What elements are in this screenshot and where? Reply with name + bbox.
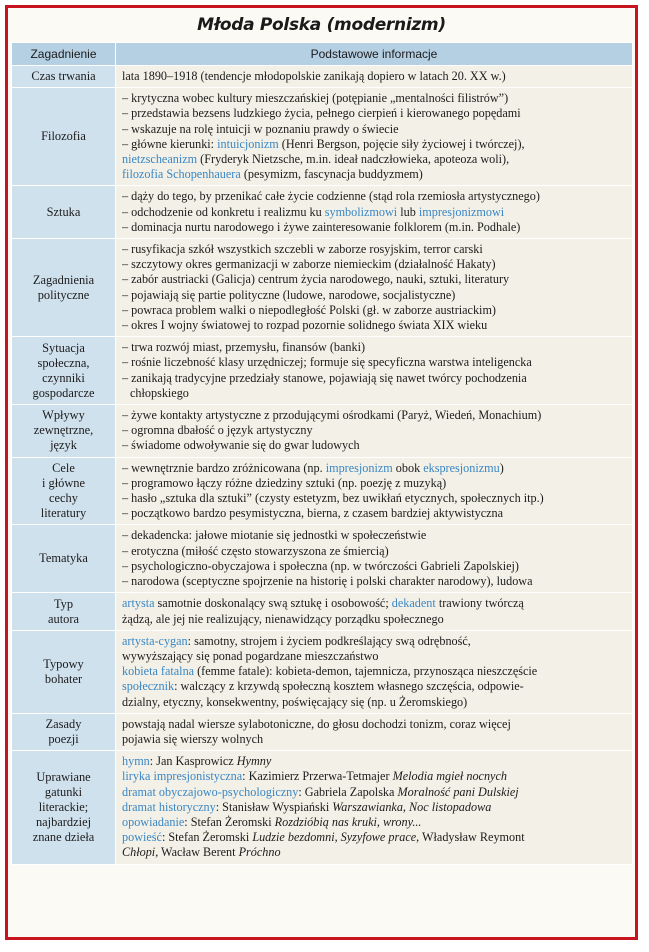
text-segment: )	[499, 460, 504, 475]
row-topic-line: język	[50, 438, 77, 453]
highlighted-term: symbolizmowi	[324, 204, 398, 219]
column-header-topic: Zagadnienie	[12, 43, 116, 66]
table-row	[12, 713, 633, 750]
content-line	[122, 491, 628, 506]
row-topic-line: cechy	[49, 491, 78, 506]
row-topic-line: najbardziej	[35, 814, 92, 829]
row-content	[116, 457, 633, 525]
text-segment: – odchodzenie od konkretu i realizmu ku	[122, 204, 325, 219]
row-topic-line: Zagadnienia	[32, 272, 95, 287]
text-segment: – krytyczna wobec kultury mieszczańskiej (potępianie „mentalności filistrów”)	[122, 91, 509, 106]
content-line	[122, 830, 628, 845]
highlighted-term: impresjonizmowi	[418, 204, 505, 219]
row-topic-line: Cele	[52, 461, 75, 476]
content-line	[122, 386, 628, 401]
content-line	[122, 137, 628, 152]
row-topic-line: zewnętrzne,	[33, 423, 94, 438]
text-segment: trawiony twórczą	[435, 596, 524, 611]
content-line	[122, 438, 628, 453]
table-row	[12, 630, 633, 713]
content-line	[122, 506, 628, 521]
column-header-info: Podstawowe informacje	[116, 43, 633, 66]
content-line	[122, 612, 628, 627]
text-segment: – wskazuje na rolę intuicji w poznaniu prawdy o świecie	[122, 121, 399, 136]
text-segment: powstają nadal wiersze sylabotoniczne, do głosu dochodzi tonizm, coraz więcej	[122, 716, 511, 731]
work-title: Ludzie bezdomni	[252, 830, 335, 845]
content-line	[122, 122, 628, 137]
content-line	[122, 288, 628, 303]
text-segment: – wewnętrznie bardzo zróżnicowana (np.	[122, 460, 326, 475]
work-title: Moralność pani Dulskiej	[397, 784, 519, 799]
row-topic-line: Czas trwania	[31, 69, 96, 84]
text-segment: : Jan Kasprowicz	[149, 754, 237, 769]
row-content	[116, 66, 633, 88]
row-topic-line: Uprawiane	[36, 769, 91, 784]
row-topic-line: czynniki	[42, 370, 85, 385]
content-line	[122, 167, 628, 182]
text-segment: – trwa rozwój miast, przemysłu, finansów (banki)	[122, 340, 366, 355]
row-topic	[12, 88, 116, 186]
content-line	[122, 785, 628, 800]
content-line	[122, 769, 628, 784]
work-title: Noc listopadowa	[409, 799, 492, 814]
text-segment: – zanikają tradycyjne przedziały stanowe, pojawiają się nawet twórcy pochodzenia	[122, 370, 527, 385]
row-topic	[12, 239, 116, 337]
text-segment: (Henri Bergson, pojęcie siły życiowej i twórczej),	[278, 136, 525, 151]
content-line	[122, 717, 628, 732]
text-segment: : Gabriela Zapolska	[298, 784, 398, 799]
row-content	[116, 405, 633, 458]
text-segment: – dekadencka: jałowe miotanie się jednostki w społeczeństwie	[122, 528, 427, 543]
row-topic-line: Wpływy	[42, 408, 85, 423]
row-topic-line: Sytuacja	[42, 340, 85, 355]
content-line	[122, 152, 628, 167]
content-line	[122, 303, 628, 318]
content-line	[122, 106, 628, 121]
content-line	[122, 205, 628, 220]
text-segment: – programowo łączy różne dziedziny sztuki (np. poezję z muzyką)	[122, 475, 447, 490]
text-segment: – narodowa (sceptyczne spojrzenie na historię i polski charakter narodowy), ludowa	[122, 574, 533, 589]
text-segment: – żywe kontakty artystyczne z przodującymi ośrodkami (Paryż, Wiedeń, Monachium)	[122, 408, 542, 423]
text-segment: – dominacja nurtu narodowego i żywe zainteresowanie folklorem (m.in. Podhale)	[122, 219, 521, 234]
content-line	[122, 220, 628, 235]
content-line	[122, 318, 628, 333]
table-header-row	[12, 43, 633, 66]
row-topic-line: Tematyka	[39, 551, 88, 566]
work-title: Rozdzióbią nas kruki, wrony...	[274, 814, 422, 829]
text-segment: chłopskiego	[130, 385, 189, 400]
table-row	[12, 751, 633, 864]
content-line	[122, 423, 628, 438]
text-segment: ,	[402, 799, 410, 814]
text-segment: pojawia się wierszy wolnych	[122, 731, 264, 746]
highlighted-term: ekspresjonizmu	[423, 460, 500, 475]
text-segment: , Wacław Berent	[155, 845, 239, 860]
content-line	[122, 574, 628, 589]
row-topic-line: Filozofia	[41, 129, 86, 144]
row-topic-line: Typ	[53, 596, 74, 611]
work-title: Melodia mgieł nocnych	[392, 769, 507, 784]
content-line	[122, 649, 628, 664]
text-segment: lub	[397, 204, 419, 219]
row-topic	[12, 186, 116, 239]
row-topic-line: gatunki	[44, 784, 83, 799]
content-line	[122, 91, 628, 106]
highlighted-term: artysta	[122, 596, 155, 611]
row-topic	[12, 593, 116, 630]
text-segment: : walczący z krzywdą społeczną kosztem własnego szczęścia, odpowie-	[174, 679, 524, 694]
row-topic	[12, 630, 116, 713]
content-line	[122, 242, 628, 257]
content-line	[122, 69, 628, 84]
highlighted-term: powieść	[122, 830, 162, 845]
row-content	[116, 239, 633, 337]
table-row	[12, 337, 633, 405]
highlighted-term: nietzscheanizm	[122, 152, 198, 167]
text-segment: – główne kierunki:	[122, 136, 218, 151]
row-topic-line: znane dzieła	[32, 829, 95, 844]
content-line	[122, 754, 628, 769]
text-segment: : Stanisław Wyspiański	[215, 799, 333, 814]
content-line	[122, 408, 628, 423]
row-content	[116, 337, 633, 405]
highlighted-term: społecznik	[122, 679, 175, 694]
table-row	[12, 66, 633, 88]
highlighted-term: dramat obyczajowo-psychologiczny	[122, 784, 299, 799]
document-title: Młoda Polska (modernizm)	[197, 15, 446, 35]
content-line	[122, 634, 628, 649]
text-segment: żądzą, ale jej nie realizujący, nienawidzący porządku społecznego	[122, 611, 444, 626]
row-content	[116, 593, 633, 630]
content-line	[122, 559, 628, 574]
content-line	[122, 664, 628, 679]
row-topic-line: poezji	[48, 731, 79, 746]
content-line	[122, 272, 628, 287]
text-segment: : samotny, strojem i życiem podkreślający swą odrębność,	[187, 633, 471, 648]
content-line	[122, 528, 628, 543]
text-segment: – rusyfikacja szkół wszystkich szczebli w zaborze rosyjskim, terror carski	[122, 242, 483, 257]
row-topic-line: literackie;	[38, 799, 89, 814]
table-row	[12, 88, 633, 186]
highlighted-term: dekadent	[391, 596, 436, 611]
highlighted-term: filozofia Schopenhauera	[122, 167, 241, 182]
row-topic	[12, 751, 116, 864]
row-topic-line: literatury	[40, 506, 87, 521]
text-segment: dzialny, etyczny, konsekwentny, poświęcający się (np. u Żeromskiego)	[122, 694, 468, 709]
row-topic-line: autora	[48, 611, 79, 626]
row-content	[116, 525, 633, 593]
content-line	[122, 544, 628, 559]
text-segment: – zabór austriacki (Galicja) centrum życia narodowego, nauki, sztuki, literatury	[122, 272, 510, 287]
row-topic	[12, 457, 116, 525]
text-segment: – przedstawia bezsens ludzkiego życia, pełnego cierpień i kierowanego popędami	[122, 106, 521, 121]
work-title: Chłopi	[122, 845, 156, 860]
content-line	[122, 679, 628, 694]
row-content	[116, 630, 633, 713]
text-segment: samotnie doskonalący swą sztukę i osobowość;	[154, 596, 392, 611]
text-segment: (femme fatale): kobieta-demon, tajemnicza, przynosząca nieszczęście	[194, 664, 538, 679]
text-segment: – rośnie liczebność klasy urzędniczej; formuje się specyficzna warstwa inteligencka	[122, 355, 532, 370]
text-segment: – hasło „sztuka dla sztuki” (czysty estetyzm, bez uwikłań etycznych, społecznych itp.)	[122, 491, 544, 506]
highlighted-term: liryka impresjonistyczna	[122, 769, 243, 784]
row-content	[116, 186, 633, 239]
row-topic	[12, 405, 116, 458]
content-line	[122, 596, 628, 611]
highlighted-term: kobieta fatalna	[122, 664, 195, 679]
text-segment: lata 1890–1918 (tendencje młodopolskie zanikają dopiero w latach 20. XX w.)	[122, 69, 506, 83]
row-topic-line: i główne	[41, 476, 86, 491]
text-segment: (pesymizm, fascynacja buddyzmem)	[240, 167, 423, 182]
content-line	[122, 257, 628, 272]
document-frame	[5, 5, 638, 940]
row-topic-line: bohater	[44, 671, 83, 686]
text-segment: wywyższający się ponad pogardzane mieszczaństwo	[122, 648, 379, 663]
row-content	[116, 751, 633, 864]
work-title: Warszawianka	[332, 799, 403, 814]
content-line	[122, 815, 628, 830]
text-segment: – dąży do tego, by przenikać całe życie codzienne (stąd rola rzemiosła artystycznego)	[122, 189, 540, 204]
row-topic-line: polityczne	[37, 287, 90, 302]
content-line	[122, 845, 628, 860]
row-content	[116, 713, 633, 750]
work-title: Próchno	[238, 845, 281, 860]
text-segment: – ogromna dbałość o język artystyczny	[122, 423, 313, 438]
content-line	[122, 461, 628, 476]
row-topic	[12, 525, 116, 593]
table-row	[12, 525, 633, 593]
table-row	[12, 239, 633, 337]
work-title: Syzyfowe prace	[340, 830, 417, 845]
text-segment: – początkowo bardzo pesymistyczna, bierna, z czasem bardziej aktywistyczna	[122, 506, 504, 521]
content-line	[122, 371, 628, 386]
content-line	[122, 476, 628, 491]
content-line	[122, 800, 628, 815]
content-line	[122, 732, 628, 747]
text-segment: – powraca problem walki o niepodległość Polski (gł. w zaborze austriackim)	[122, 302, 496, 317]
text-segment: : Stefan Żeromski	[184, 814, 275, 829]
content-line	[122, 695, 628, 710]
text-segment: (Fryderyk Nietzsche, m.in. ideał nadczłowieka, apoteoza woli),	[197, 152, 510, 167]
row-topic	[12, 713, 116, 750]
row-topic-line: społeczna,	[37, 355, 90, 370]
text-segment: – psychologiczno-obyczajowa i społeczna (np. w twórczości Gabrieli Zapolskiej)	[122, 558, 519, 573]
row-topic-line: Zasady	[45, 716, 82, 731]
table-row	[12, 186, 633, 239]
text-segment: – szczytowy okres germanizacji w zaborze niemieckim (działalność Hakaty)	[122, 257, 496, 272]
table-row	[12, 405, 633, 458]
text-segment: – okres I wojny światowej to rozpad pozornie solidnego świata XIX wieku	[122, 318, 488, 333]
content-line	[122, 355, 628, 370]
highlighted-term: artysta-cygan	[122, 633, 188, 648]
row-topic-line: Typowy	[43, 656, 84, 671]
text-segment: : Stefan Żeromski	[161, 830, 253, 845]
text-segment: – świadome odwoływanie się do gwar ludowych	[122, 438, 360, 453]
text-segment: – pojawiają się partie polityczne (ludowe, narodowe, socjalistyczne)	[122, 287, 456, 302]
text-segment: obok	[392, 460, 424, 475]
content-line	[122, 340, 628, 355]
text-segment: ,	[334, 830, 341, 845]
table-row	[12, 457, 633, 525]
text-segment: : Kazimierz Przerwa-Tetmajer	[242, 769, 393, 784]
work-title: Hymny	[236, 754, 272, 769]
row-topic-line: Sztuka	[46, 204, 81, 219]
row-topic	[12, 337, 116, 405]
row-topic-line: gospodarcze	[32, 385, 95, 400]
highlighted-term: dramat historyczny	[122, 799, 216, 814]
row-content	[116, 88, 633, 186]
row-topic	[12, 66, 116, 88]
text-segment: , Władysław Reymont	[416, 830, 525, 845]
table-body	[12, 66, 633, 865]
info-table	[11, 42, 633, 865]
table-row	[12, 593, 633, 630]
highlighted-term: intuicjonizm	[217, 136, 279, 151]
highlighted-term: opowiadanie	[122, 814, 185, 829]
text-segment: – erotyczna (miłość często stowarzyszona ze śmiercią)	[122, 543, 389, 558]
content-line	[122, 189, 628, 204]
highlighted-term: impresjonizm	[325, 460, 393, 475]
highlighted-term: hymn	[122, 754, 150, 769]
